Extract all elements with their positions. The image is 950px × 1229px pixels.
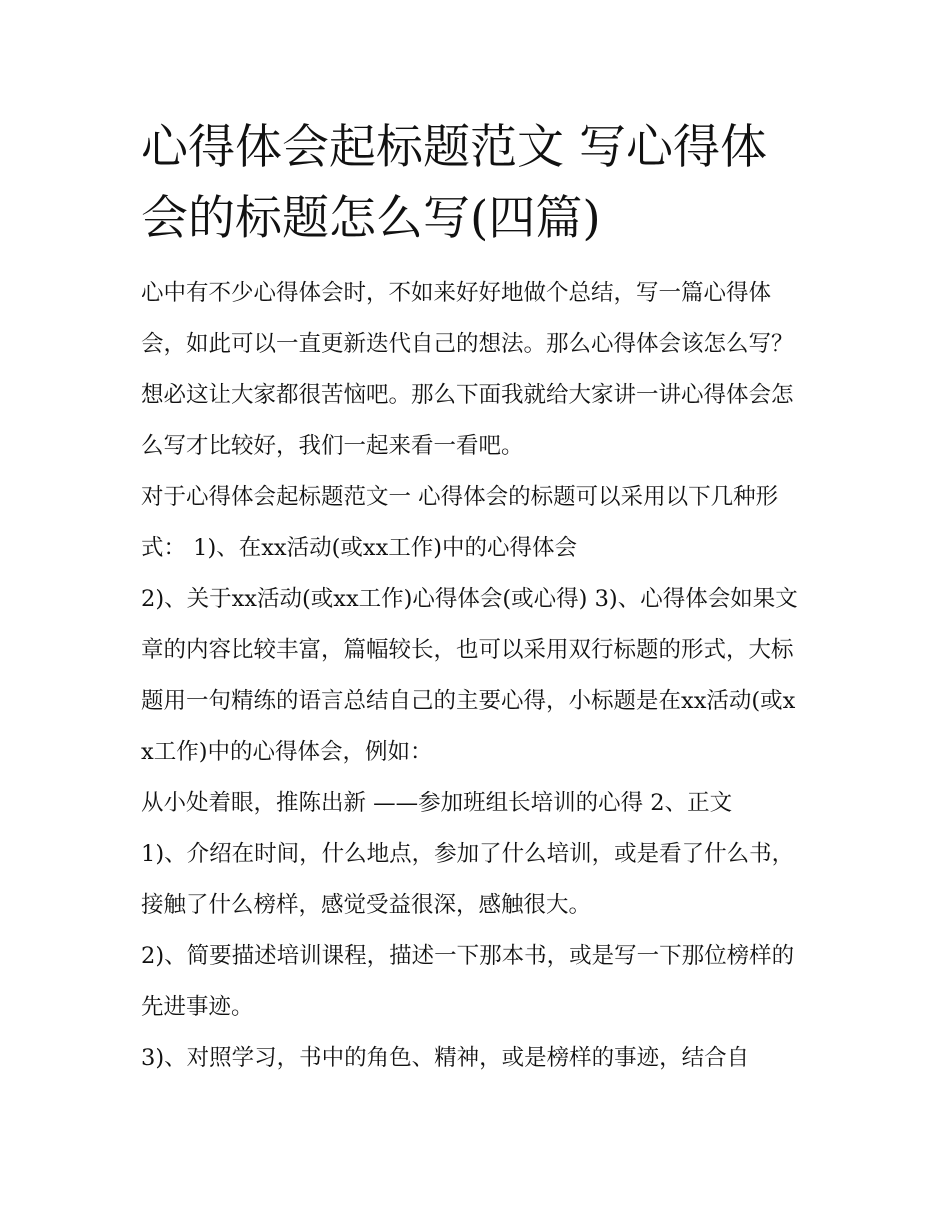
paragraph-title-forms: 对于心得体会起标题范文一 心得体会的标题可以采用以下几种形式： 1)、在xx活动(或xx工作)中的心得体会 [141,484,779,561]
paragraph-body-point-1: 1)、介绍在时间，什么地点，参加了什么培训，或是看了什么书，接触了什么榜样，感觉受益很深，感触很大。 [141,841,795,918]
paragraph-body-point-3: 3)、对照学习，书中的角色、精神，或是榜样的事迹，结合自 [141,1045,750,1071]
paragraph-body-point-2: 2)、简要描述培训课程，描述一下那本书，或是写一下那位榜样的先进事迹。 [141,943,795,1020]
paragraph-double-title: 2)、关于xx活动(或xx工作)心得体会(或心得) 3)、心得体会如果文章的内容比较丰富，篇幅较长，也可以采用双行标题的形式，大标题用一句精练的语言总结自己的主要心得，小标题是在xx活动(或x x工作)中的心得体会，例如： [141,586,798,765]
document-title: 心得体会起标题范文 写心得体会的标题怎么写(四篇) [141,120,767,246]
paragraph-example-title: 从小处着眼，推陈出新 ——参加班组长培训的心得 2、正文 [141,790,733,816]
document-body [141,112,813,1084]
paragraph-intro: 心中有不少心得体会时，不如来好好地做个总结，写一篇心得体会，如此可以一直更新迭代自己的想法。那么心得体会该怎么写？想必这让大家都很苦恼吧。那么下面我就给大家讲一讲心得体会怎么写才比较好，我们一起来看一看吧。 [141,280,794,459]
